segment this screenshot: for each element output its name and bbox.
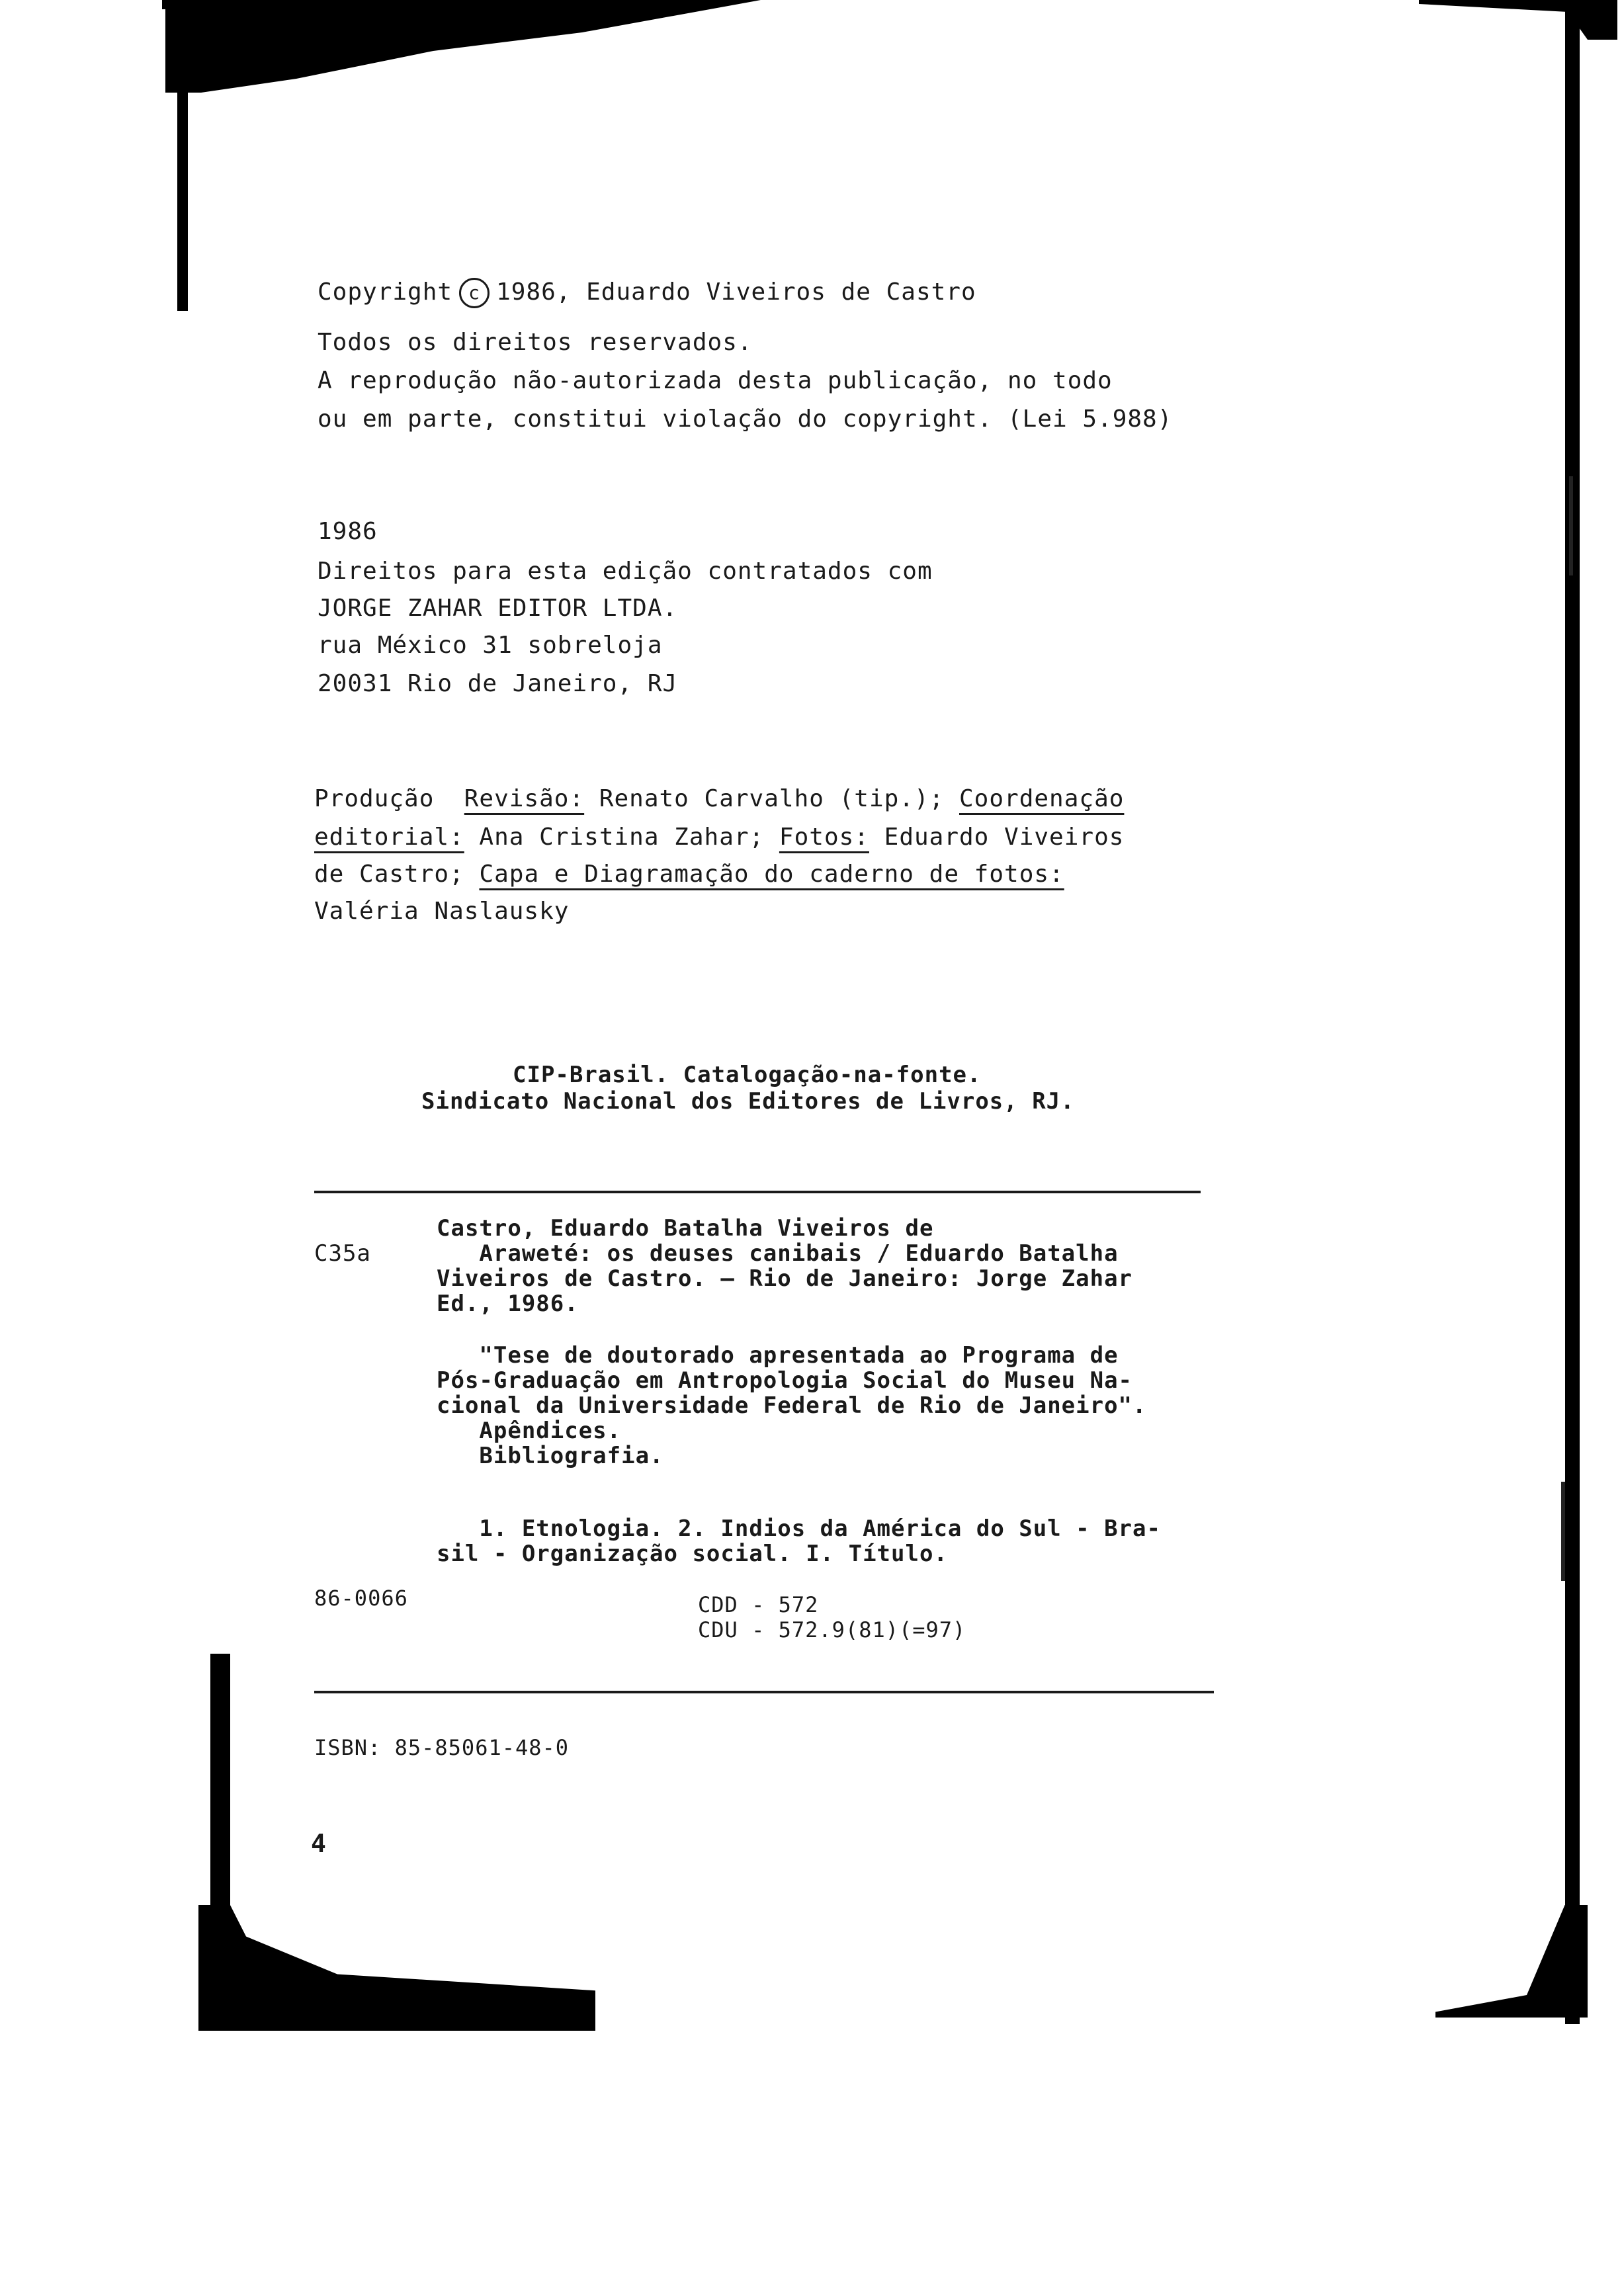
catalog-note-line-2: Pós-Graduação em Antropologia Social do Museu Na- xyxy=(437,1367,1133,1394)
catalog-entry-line-4: Ed., 1986. xyxy=(437,1291,579,1317)
catalog-note-line-5: Bibliografia. xyxy=(437,1443,664,1469)
publisher-address: rua México 31 sobreloja xyxy=(318,632,663,659)
page-number: 4 xyxy=(311,1829,327,1858)
credits-line-2 xyxy=(314,826,1124,849)
catalog-entry-line-2: Araweté: os deuses canibais / Eduardo Batalha xyxy=(437,1240,1119,1267)
catalog-note-line-4: Apêndices. xyxy=(437,1418,622,1444)
isbn: ISBN: 85-85061-48-0 xyxy=(314,1735,570,1760)
credits-editorial-value: Ana Cristina Zahar; xyxy=(464,824,765,851)
catalog-entry-line-3: Viveiros de Castro. — Rio de Janeiro: Jorge Zahar xyxy=(437,1265,1133,1292)
rights-line-1: Todos os direitos reservados. xyxy=(318,329,753,356)
scan-corner-top-left xyxy=(165,0,761,93)
credits-coordenacao-label: Coordenação xyxy=(959,785,1125,812)
credits-line-3 xyxy=(314,863,1064,886)
scan-mark-right-1 xyxy=(1569,476,1573,575)
scan-corner-bottom-left xyxy=(198,1905,595,2031)
publisher-rights-line: Direitos para esta edição contratados com xyxy=(318,558,933,585)
catalog-bottom-rule xyxy=(314,1691,1214,1693)
credits-revisao-value: Renato Carvalho (tip.); xyxy=(584,785,945,812)
scan-mark-right-2 xyxy=(1561,1482,1565,1581)
credits-revisao-label: Revisão: xyxy=(464,785,585,812)
edition-year: 1986 xyxy=(318,518,378,545)
catalog-entry-line-1: Castro, Eduardo Batalha Viveiros de xyxy=(437,1215,934,1242)
credits-producao: Produção xyxy=(314,785,435,812)
scan-edge-right xyxy=(1565,0,1580,2024)
rights-line-2: A reprodução não-autorizada desta publicação, no todo xyxy=(318,367,1113,394)
catalog-note-line-1: "Tese de doutorado apresentada ao Programa de xyxy=(437,1342,1119,1369)
catalog-cdu: CDU - 572.9(81)(=97) xyxy=(698,1617,966,1642)
copyright-symbol-icon: c xyxy=(459,278,490,308)
cip-heading-2: Sindicato Nacional dos Editores de Livros, RJ. xyxy=(421,1088,1075,1115)
copyright-holder: 1986, Eduardo Viveiros de Castro xyxy=(496,278,976,306)
publisher-city: 20031 Rio de Janeiro, RJ xyxy=(318,670,678,697)
copyright-line xyxy=(318,278,976,308)
publisher-name: JORGE ZAHAR EDITOR LTDA. xyxy=(318,595,678,622)
catalog-subject-line-1: 1. Etnologia. 2. Indios da América do Sul - Bra- xyxy=(437,1515,1161,1542)
catalog-subject-line-2: sil - Organização social. I. Título. xyxy=(437,1541,948,1567)
credits-fotos-value: Eduardo Viveiros xyxy=(869,824,1125,851)
copyright-prefix: Copyright xyxy=(318,278,453,306)
rights-line-3: ou em parte, constitui violação do copyright. (Lei 5.988) xyxy=(318,405,1173,433)
scan-corner-bottom-right xyxy=(1435,1905,1588,2018)
catalog-top-rule xyxy=(314,1191,1201,1193)
catalog-cdd: CDD - 572 xyxy=(698,1592,819,1617)
scan-edge-left xyxy=(177,66,188,311)
credits-line-4: Valéria Naslausky xyxy=(314,898,570,925)
credits-fotos-value-cont: de Castro; xyxy=(314,861,464,888)
cip-heading-1: CIP-Brasil. Catalogação-na-fonte. xyxy=(513,1062,982,1088)
credits-line-1 xyxy=(314,787,1124,811)
catalog-note-line-3: cional da Universidade Federal de Rio de Janeiro". xyxy=(437,1392,1147,1419)
credits-fotos-label: Fotos: xyxy=(779,824,869,851)
credits-capa-label: Capa e Diagramação do caderno de fotos: xyxy=(479,861,1064,888)
catalog-control-number: 86-0066 xyxy=(314,1586,408,1611)
catalog-call-number: C35a xyxy=(314,1240,371,1267)
scan-edge-top-right xyxy=(1419,0,1617,40)
credits-editorial-label: editorial: xyxy=(314,824,464,851)
